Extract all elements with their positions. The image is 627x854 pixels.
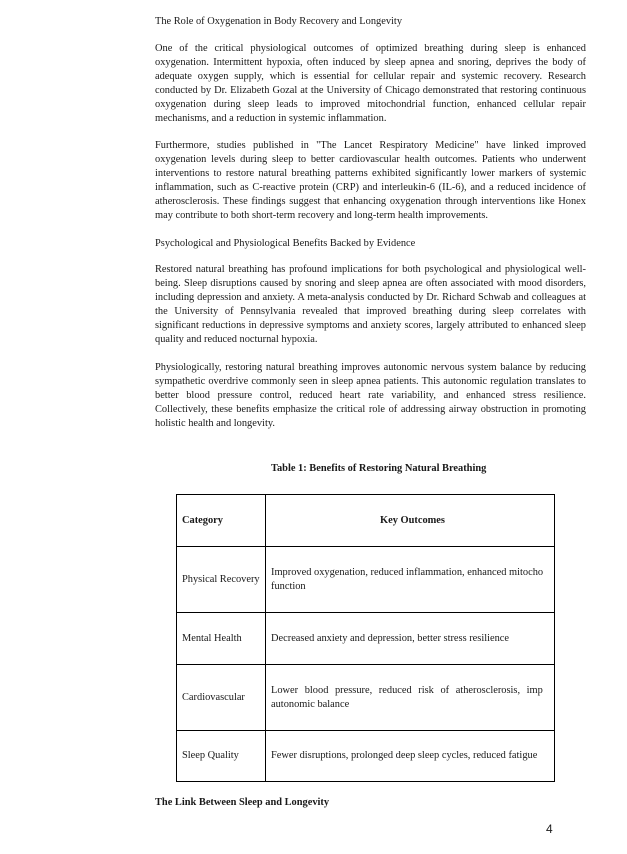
outcome-line: autonomic balance [271,698,350,710]
cell-outcome [266,613,555,665]
cell-outcome [266,665,555,731]
cell-outcome [266,547,555,613]
outcome-line: Fewer disruptions, prolonged deep sleep cycles, reduced fatigue [271,750,538,762]
table-header-row [177,495,555,547]
outcome-line: function [271,580,306,592]
cell-outcome [266,731,555,782]
paragraph-psychological [155,263,586,346]
benefits-table [176,494,555,782]
cell-category: Mental Health [177,613,266,665]
paragraph-lancet [155,139,586,222]
paragraph-oxygenation [155,42,586,125]
table-row [177,613,555,665]
paragraph-text: Restored natural breathing has profound implications for both psychological and physiological well-being. Sleep disruptions caused by snoring and sleep apnea are often associated with mood disorders, including depression and anxiety. A meta-analysis conducted by Dr. Richard Schwab and colleagues at the University of Pennsylvania revealed that improved breathing during sleep correlates with significant reductions in depressive symptoms and anxiety scores, largely attributed to enhanced sleep quality and reduced nocturnal hypoxia. [155,264,586,345]
paragraph-text: One of the critical physiological outcomes of optimized breathing during sleep is enhanced oxygenation. Intermittent hypoxia, often induced by sleep apnea and snoring, deprives the body of adequate oxygen supply, which is essential for cellular repair and systemic recovery. Research conducted by Dr. Elizabeth Gozal at the University of Chicago demonstrated that restoring continuous oxygenation during sleep leads to improved mitochondrial function, enhanced cellular repair mechanisms, and a reduction in systemic inflammation. [155,43,586,124]
paragraph-text: Physiologically, restoring natural breathing improves autonomic nervous system balance by reducing sympathetic overdrive commonly seen in sleep apnea patients. This autonomic regulation translates to better blood pressure control, reduced heart rate variability, and enhanced stress resilience. Collectively, these benefits emphasize the critical role of addressing airway obstruction in promoting holistic health and longevity. [155,362,586,429]
subsection-title: Psychological and Physiological Benefits Backed by Evidence [155,238,416,249]
paragraph-text: Furthermore, studies published in "The Lancet Respiratory Medicine" have linked improved oxygenation levels during sleep to better cardiovascular health outcomes. Patients who underwent interventions to restore natural breathing patterns exhibited significantly lower markers of systemic inflammation, such as C-reactive protein (CRP) and interleukin-6 (IL-6), and a reduced incidence of atherosclerosis. These findings suggest that enhancing oxygenation through interventions like Honex may contribute to both short-term recovery and long-term health improvements. [155,140,586,221]
paragraph-physiological [155,361,586,431]
page-number: 4 [546,822,553,836]
table-row [177,665,555,731]
outcome-line: Decreased anxiety and depression, better stress resilience [271,632,510,644]
header-category: Category [177,495,266,547]
table-caption: Table 1: Benefits of Restoring Natural Breathing [271,463,487,474]
section-title: The Role of Oxygenation in Body Recovery and Longevity [155,16,403,27]
cell-category: Cardiovascular [177,665,266,731]
cell-category: Sleep Quality [177,731,266,782]
outcome-line: Improved oxygenation, reduced inflammation, enhanced mitocho [271,567,544,578]
table-row [177,547,555,613]
outcome-line: Lower blood pressure, reduced risk of atherosclerosis, imp [271,685,543,696]
header-key-outcomes: Key Outcomes [266,495,555,547]
table-row [177,731,555,782]
next-section-heading: The Link Between Sleep and Longevity [155,797,330,808]
cell-category: Physical Recovery [177,547,266,613]
